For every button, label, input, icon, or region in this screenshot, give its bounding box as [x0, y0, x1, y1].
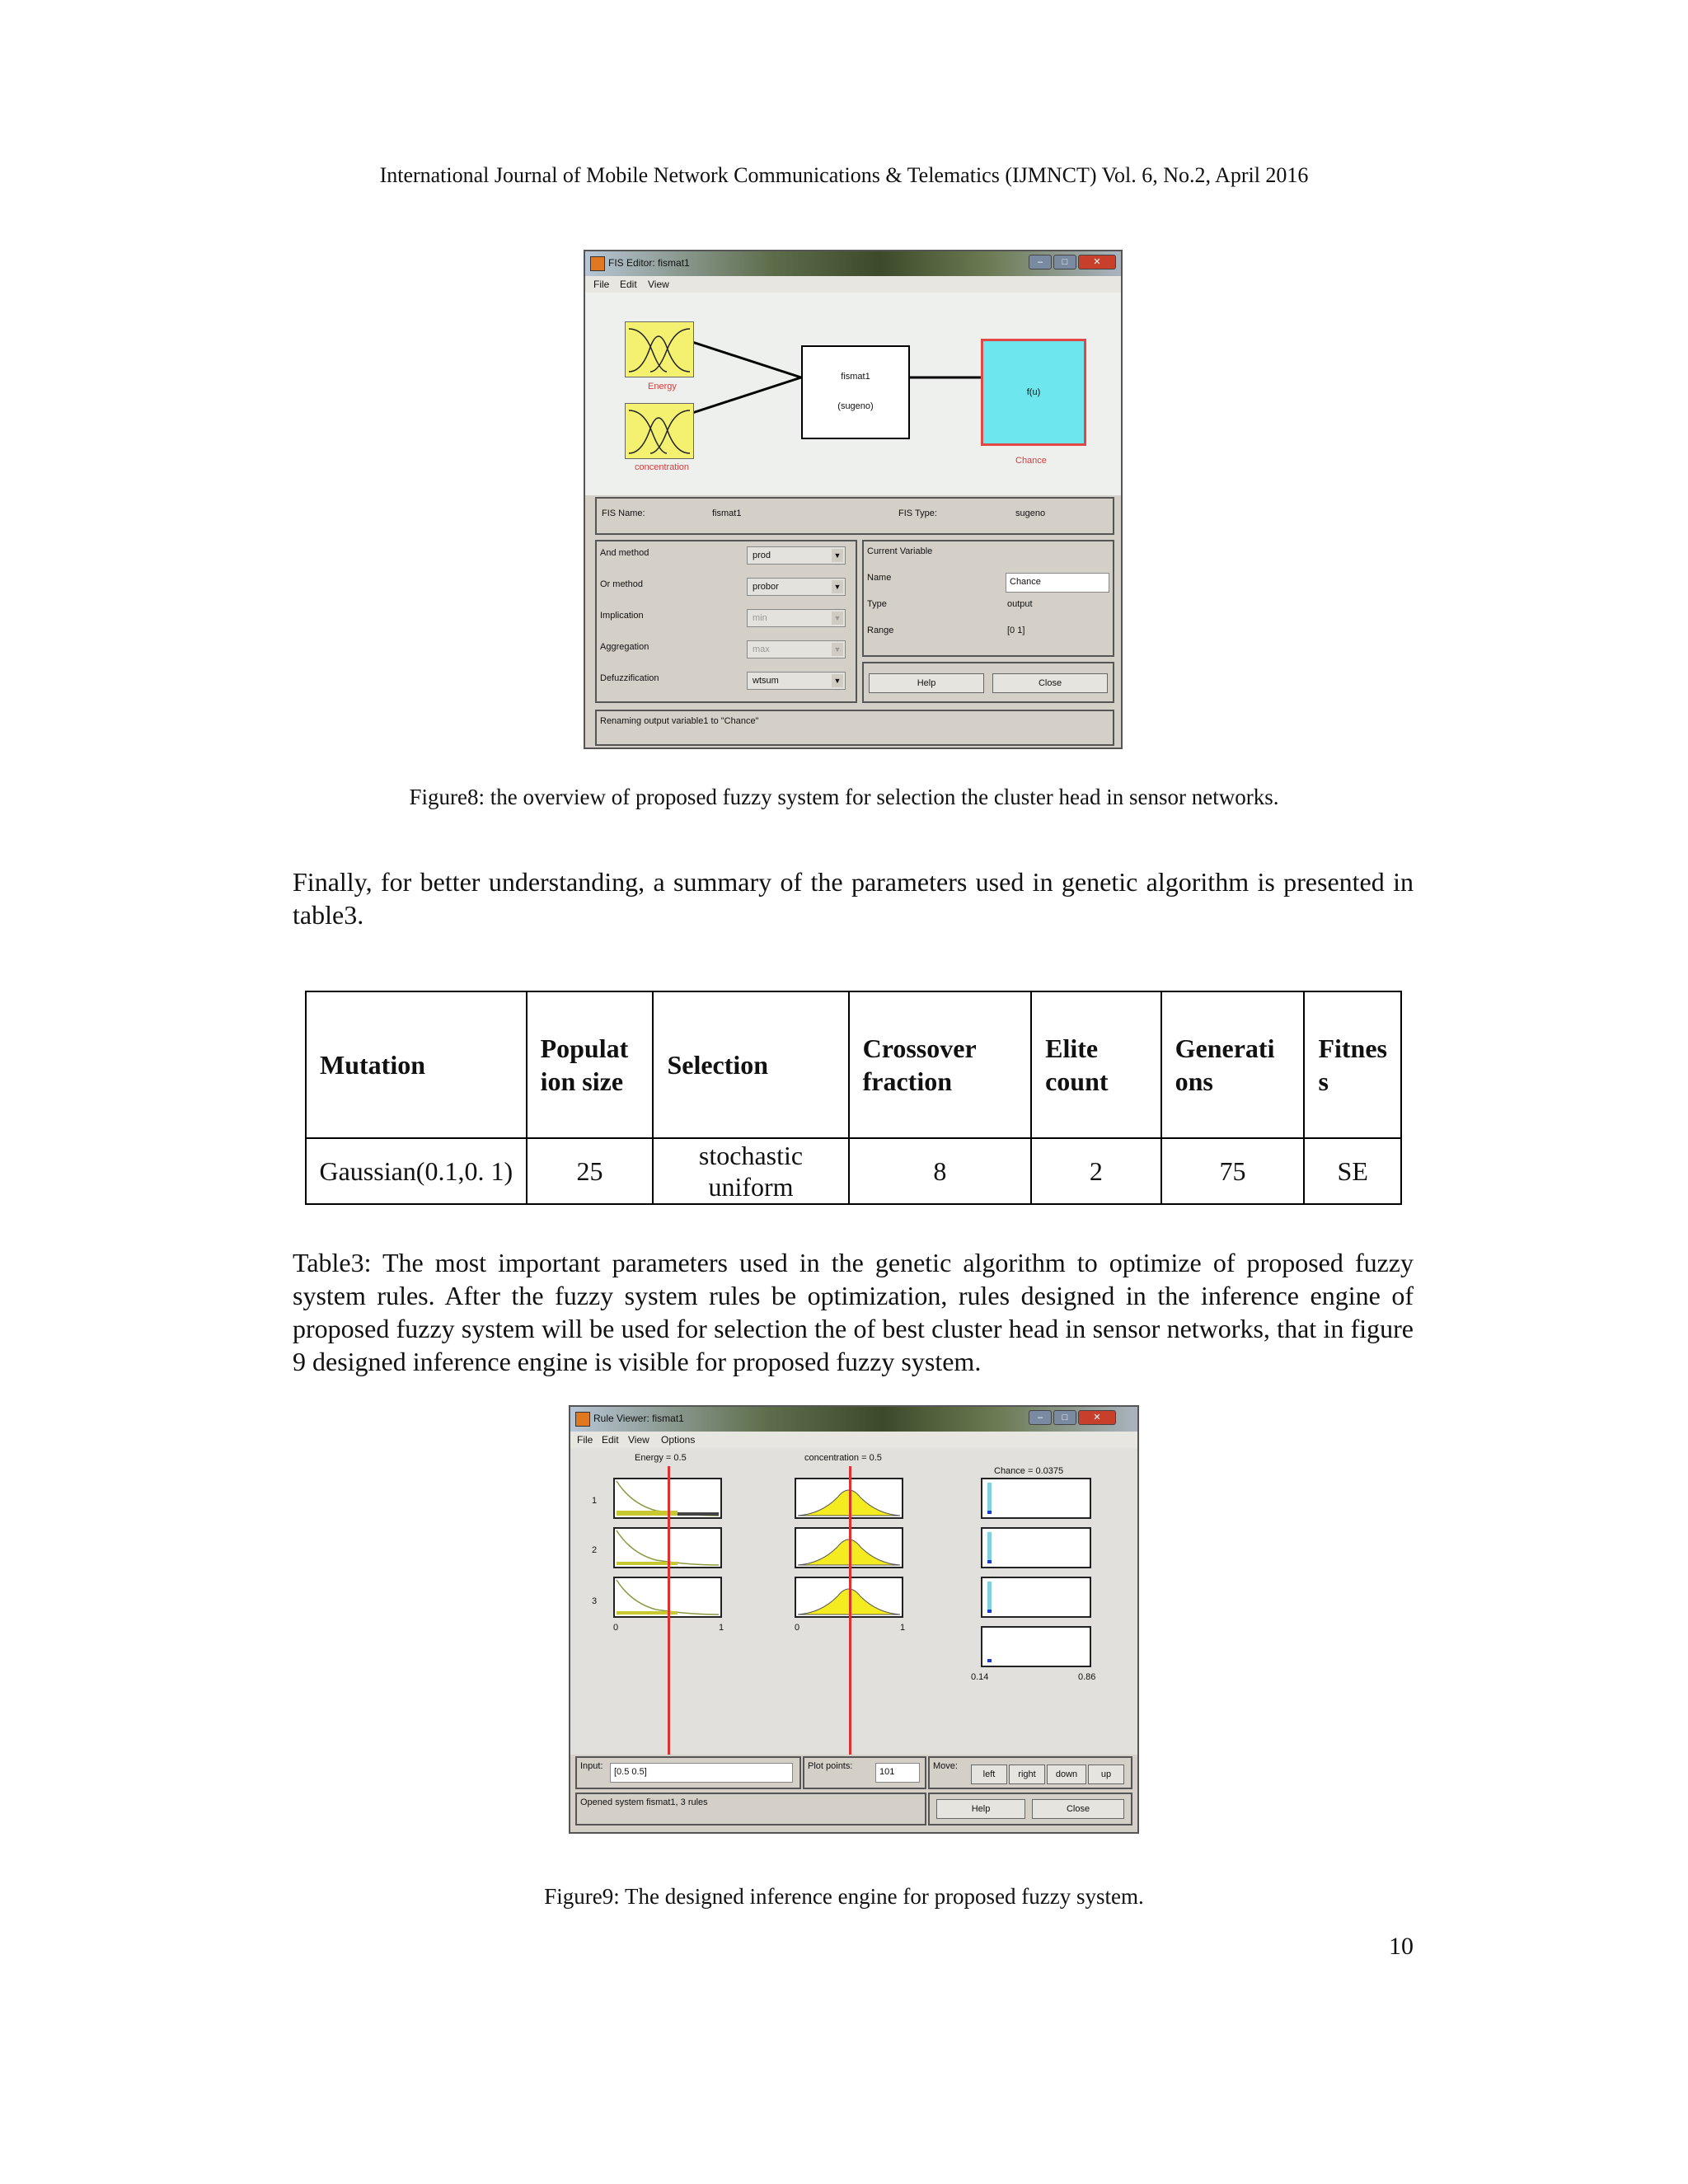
methods-panel [595, 540, 857, 703]
fis-name-value: fismat1 [712, 509, 742, 518]
output-bar-base [987, 1610, 992, 1613]
input-vector-field[interactable]: [0.5 0.5] [610, 1763, 793, 1783]
input-concentration-label: concentration [635, 462, 690, 472]
in2-axis-max: 1 [900, 1623, 906, 1633]
fis-system-block[interactable] [801, 345, 910, 439]
menu-bar [570, 1432, 1137, 1449]
rule-viewer-window [569, 1405, 1139, 1834]
and-method-label: And method [600, 548, 649, 558]
and-method-select[interactable]: prod ▼ [747, 546, 846, 565]
th-population-size: Populat ion size [527, 991, 654, 1138]
variable-type-value: output [1007, 599, 1033, 609]
cell-crossover-fraction: 8 [849, 1138, 1031, 1204]
matlab-app-icon [575, 1412, 590, 1427]
current-variable-panel [862, 540, 1114, 657]
maximize-icon[interactable]: □ [1053, 1410, 1076, 1425]
input-panel [575, 1756, 801, 1789]
menu-view[interactable]: View [628, 1434, 649, 1446]
th-fitness: Fitnes s [1304, 991, 1401, 1138]
aggregate-bar [987, 1659, 992, 1662]
current-variable-heading: Current Variable [867, 546, 933, 556]
th-mutation: Mutation [306, 991, 527, 1138]
cell-fitness: SE [1304, 1138, 1401, 1204]
th-elite-count: Elite count [1031, 991, 1161, 1138]
rule-viewer-titlebar [570, 1407, 1137, 1432]
fis-editor-window [584, 250, 1123, 749]
move-up-button[interactable]: up [1088, 1765, 1124, 1784]
fis-diagram [585, 293, 1121, 495]
out-axis-min: 0.14 [971, 1672, 989, 1682]
minimize-icon[interactable]: – [1029, 1410, 1052, 1425]
table-row [306, 1138, 1401, 1204]
th-crossover-fraction: Crossover fraction [849, 991, 1031, 1138]
menu-bar [585, 276, 1121, 293]
implication-select[interactable]: min ▼ [747, 609, 846, 627]
cell-elite-count: 2 [1031, 1138, 1161, 1204]
plot-points-panel [803, 1756, 926, 1789]
table3 [305, 991, 1402, 1205]
journal-header: International Journal of Mobile Network Communications & Telematics (IJMNCT) Vol. 6, No.2, April 2016 [379, 163, 1309, 187]
chance-output-plot [981, 1478, 1091, 1519]
input-concentration-block[interactable] [625, 403, 694, 459]
th-generations: Generati ons [1161, 991, 1305, 1138]
table-header-row [306, 991, 1401, 1138]
close-button[interactable]: Close [992, 673, 1108, 693]
cell-population-size: 25 [527, 1138, 654, 1204]
rule-number: 2 [592, 1545, 598, 1555]
close-icon[interactable]: ✕ [1078, 1410, 1116, 1425]
aggregation-label: Aggregation [600, 642, 649, 652]
cell-generations: 75 [1161, 1138, 1305, 1204]
rule-plot-area [570, 1448, 1137, 1755]
maximize-icon[interactable]: □ [1053, 255, 1076, 269]
output-bar [987, 1483, 992, 1514]
fis-name-panel [595, 497, 1114, 535]
help-button[interactable]: Help [936, 1799, 1025, 1819]
window-title: FIS Editor: fismat1 [608, 257, 690, 269]
in1-axis-min: 0 [613, 1623, 619, 1633]
rule-number: 1 [592, 1496, 598, 1506]
page-number: 10 [1389, 1933, 1414, 1960]
membership-function-icon [626, 322, 693, 377]
fis-name-label: FIS Name: [602, 509, 645, 518]
fis-editor-titlebar [585, 251, 1121, 276]
energy-input-line[interactable] [668, 1466, 670, 1755]
chance-aggregate-plot [981, 1626, 1091, 1667]
plot-points-field[interactable]: 101 [875, 1763, 920, 1783]
move-left-button[interactable]: left [971, 1765, 1007, 1784]
fis-type-value: sugeno [1015, 509, 1046, 518]
chance-output-plot [981, 1527, 1091, 1568]
in2-axis-min: 0 [795, 1623, 800, 1633]
aggregation-select[interactable]: max ▼ [747, 640, 846, 658]
variable-type-label: Type [867, 599, 887, 609]
close-icon[interactable]: ✕ [1078, 255, 1116, 269]
fis-type-label: FIS Type: [898, 509, 937, 518]
variable-name-field[interactable]: Chance [1006, 573, 1109, 593]
chance-header: Chance = 0.0375 [994, 1466, 1064, 1476]
window-title: Rule Viewer: fismat1 [593, 1413, 684, 1424]
rule-status-text: Opened system fismat1, 3 rules [580, 1797, 708, 1807]
input-energy-label: Energy [648, 382, 677, 391]
fis-buttons-panel [862, 662, 1114, 703]
fis-status-text: Renaming output variable1 to "Chance" [600, 716, 759, 726]
minimize-icon[interactable]: – [1029, 255, 1052, 269]
menu-edit[interactable]: Edit [620, 279, 637, 290]
rule-status-bar [575, 1793, 926, 1825]
out-axis-max: 0.86 [1078, 1672, 1096, 1682]
energy-header: Energy = 0.5 [635, 1453, 687, 1463]
close-button[interactable]: Close [1032, 1799, 1124, 1819]
output-bar [987, 1582, 992, 1613]
in1-axis-max: 1 [719, 1623, 724, 1633]
defuzzification-select[interactable]: wtsum ▼ [747, 672, 846, 690]
input-label: Input: [580, 1761, 603, 1771]
move-down-button[interactable]: down [1047, 1765, 1086, 1784]
help-button[interactable]: Help [869, 673, 984, 693]
menu-view[interactable]: View [648, 279, 669, 290]
plot-points-label: Plot points: [808, 1761, 853, 1771]
membership-function-icon [626, 404, 693, 458]
or-method-select[interactable]: probor ▼ [747, 578, 846, 596]
concentration-input-line[interactable] [849, 1466, 851, 1755]
move-right-button[interactable]: right [1009, 1765, 1045, 1784]
cell-selection: stochastic uniform [653, 1138, 848, 1204]
rule-number: 3 [592, 1596, 598, 1606]
output-function-text: f(u) [1026, 387, 1041, 397]
matlab-app-icon [590, 256, 605, 271]
figure8-caption: Figure8: the overview of proposed fuzzy system for selection the cluster head in sensor networks. [409, 785, 1279, 809]
fis-status-bar [595, 710, 1114, 746]
output-chance-block[interactable] [981, 339, 1086, 446]
implication-label: Implication [600, 611, 644, 621]
cell-mutation: Gaussian(0.1,0. 1) [306, 1138, 527, 1204]
chance-output-plot [981, 1577, 1091, 1618]
intro-paragraph: Finally, for better understanding, a summary of the parameters used in genetic algorithm is presented in table3. [293, 867, 1414, 930]
output-bar-base [987, 1511, 992, 1514]
system-name-text: fismat1 [841, 372, 870, 382]
move-label: Move: [933, 1761, 958, 1771]
variable-range-label: Range [867, 626, 894, 635]
output-bar [987, 1532, 992, 1563]
figure9-caption: Figure9: The designed inference engine for proposed fuzzy system. [544, 1884, 1144, 1909]
menu-edit[interactable]: Edit [602, 1434, 619, 1446]
concentration-header: concentration = 0.5 [804, 1453, 882, 1463]
variable-name-label: Name [867, 573, 892, 583]
menu-file[interactable]: File [577, 1434, 593, 1446]
table-paragraph: Table3: The most important parameters used in the genetic algorithm to optimize of proposed fuzzy system rules. After the fuzzy system rules be optimization, rules designed in the inference engine of proposed fuzzy system will be used for selection the of best cluster head in sensor networks, that in figure 9 designed inference engine is visible for proposed fuzzy system. [293, 1248, 1414, 1376]
variable-range-value: [0 1] [1007, 626, 1025, 635]
input-energy-block[interactable] [625, 321, 694, 377]
menu-options[interactable]: Options [661, 1434, 696, 1446]
rule-buttons-panel [928, 1793, 1132, 1825]
move-panel [928, 1756, 1132, 1789]
system-type-text: (sugeno) [837, 401, 874, 411]
menu-file[interactable]: File [593, 279, 610, 290]
output-bar-base [987, 1560, 992, 1563]
or-method-label: Or method [600, 579, 643, 589]
output-chance-label: Chance [1015, 456, 1047, 466]
defuzzification-label: Defuzzification [600, 673, 659, 683]
th-selection: Selection [653, 991, 848, 1138]
